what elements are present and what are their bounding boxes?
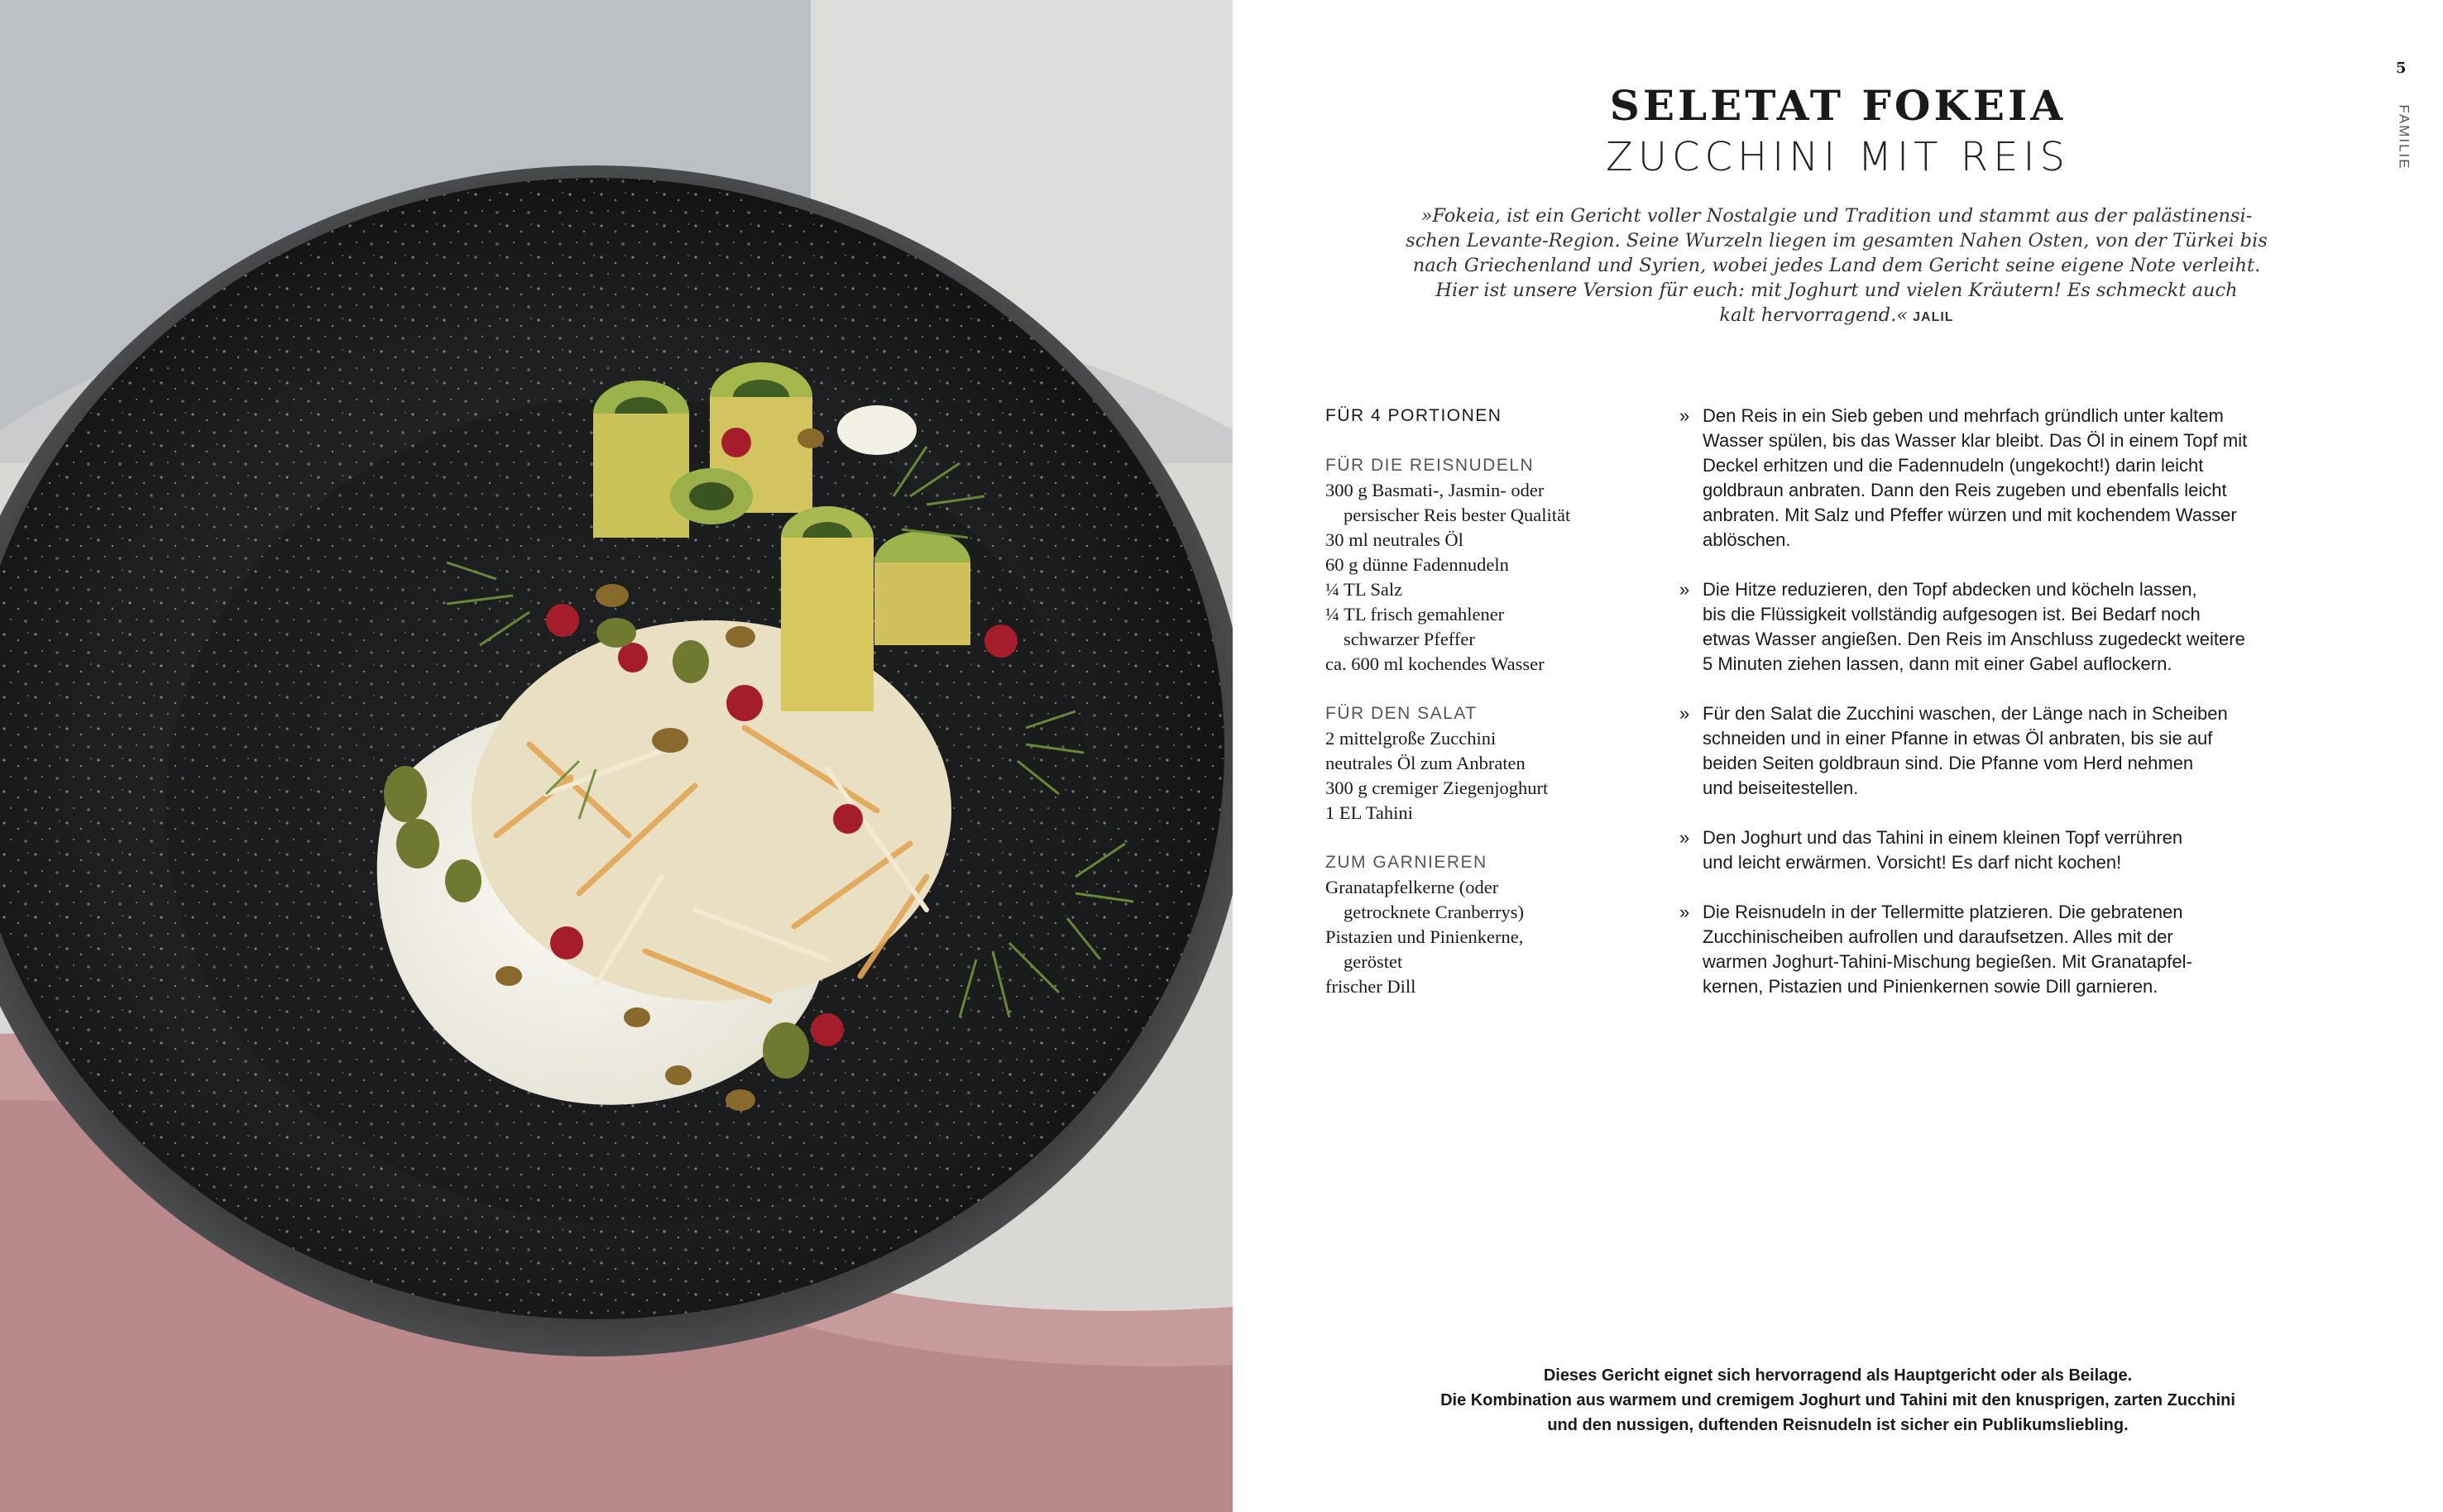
step-bullet: »: [1679, 579, 1690, 600]
step-line: Für den Salat die Zucchini waschen, der Länge nach in Scheiben: [1703, 703, 2228, 724]
footer-note: [1233, 1363, 2443, 1438]
section-label: FAMILIE: [2396, 104, 2412, 170]
step-line: Die Hitze reduzieren, den Topf abdecken und köcheln lassen,: [1703, 579, 2197, 600]
step-line: kernen, Pistazien und Pinienkernen sowie Dill garnieren.: [1703, 976, 2158, 997]
ingredient-text: 60 g dünne Fadennudeln: [1325, 554, 1509, 575]
ingredient-group: [1325, 726, 1673, 825]
ingredient-item: [1325, 751, 1673, 776]
instruction-step: [1679, 825, 2316, 875]
ingredient-group: [1325, 478, 1673, 677]
step-line: und leicht erwärmen. Vorsicht! Es darf nicht kochen!: [1703, 852, 2122, 873]
instruction-step: [1679, 701, 2316, 801]
footer-line: Dieses Gericht eignet sich hervorragend als Hauptgericht oder als Beilage.: [1543, 1366, 2133, 1385]
step-line: etwas Wasser angießen. Den Reis im Anschluss zugedeckt weitere: [1703, 629, 2245, 649]
ingredient-text: 30 ml neutrales Öl: [1325, 529, 1463, 550]
quote-line: »Fokeia, ist ein Gericht voller Nostalgie und Tradition und stammt aus der palästinensi-: [1420, 205, 2253, 227]
ingredient-text: frischer Dill: [1325, 976, 1416, 997]
ingredient-text: 2 mittelgroße Zucchini: [1325, 728, 1497, 749]
quote-line: schen Levante-Region. Seine Wurzeln liegen im gesamten Nahen Osten, von der Türkei bis: [1406, 230, 2268, 251]
footer-line: und den nussigen, duftenden Reisnudeln ist sicher ein Publikumsliebling.: [1547, 1416, 2129, 1434]
step-line: Die Reisnudeln in der Tellermitte platzieren. Die gebratenen: [1703, 902, 2183, 922]
ingredient-item: [1325, 602, 1673, 652]
ingredient-text-cont: getrocknete Cranberrys): [1344, 902, 1525, 922]
step-line: Wasser spülen, bis das Wasser klar bleibt. Das Öl in einem Topf mit: [1703, 430, 2248, 451]
instruction-step: [1679, 900, 2316, 999]
ingredient-group: [1325, 875, 1673, 999]
ingredient-item: [1325, 801, 1673, 825]
quote-line: Hier ist unsere Version für euch: mit Joghurt und vielen Kräutern! Es schmeckt auch: [1435, 280, 2238, 301]
ingredient-text: ¼ TL frisch gemahlener: [1325, 604, 1505, 624]
ingredient-text: 300 g cremiger Ziegenjoghurt: [1325, 778, 1549, 798]
ingredient-item: [1325, 478, 1673, 528]
instruction-step: [1679, 404, 2316, 553]
step-line: ablöschen.: [1703, 529, 1791, 550]
step-line: schneiden und in einer Pfanne in etwas Öl anbraten, bis sie auf: [1703, 728, 2213, 749]
ingredient-text: ca. 600 ml kochendes Wasser: [1325, 653, 1545, 674]
ingredient-item: [1325, 875, 1673, 925]
quote-line-last: [1382, 303, 2292, 330]
page-number: 5: [2396, 60, 2407, 77]
step-line: beiden Seiten goldbraun sind. Die Pfanne vom Herd nehmen: [1703, 753, 2194, 773]
ingredient-item: [1325, 974, 1673, 999]
step-line: bis die Flüssigkeit vollständig aufgesogen ist. Bei Bedarf noch: [1703, 604, 2201, 624]
ingredient-heading: ZUM GARNIEREN: [1325, 853, 1487, 872]
ingredient-text: ¼ TL Salz: [1325, 579, 1403, 600]
ingredient-text-cont: geröstet: [1344, 951, 1403, 972]
recipe-quote: [1382, 203, 2292, 330]
ingredient-item: [1325, 652, 1673, 677]
ingredient-item: [1325, 726, 1673, 751]
ingredient-text: 1 EL Tahini: [1325, 802, 1413, 823]
recipe-subtitle: ZUCCHINI MIT REIS: [1605, 134, 2071, 180]
ingredient-heading: FÜR DIE REISNUDELN: [1325, 456, 1535, 475]
quote-author: JALIL: [1913, 310, 1954, 324]
ingredient-item: [1325, 528, 1673, 553]
quote-line: kalt hervorragend.«: [1719, 304, 1909, 326]
step-line: Den Joghurt und das Tahini in einem kleinen Topf verrühren: [1703, 827, 2183, 848]
ingredient-text: Pistazien und Pinienkerne,: [1325, 926, 1524, 947]
ingredient-heading: FÜR DEN SALAT: [1325, 704, 1478, 723]
ingredient-text: neutrales Öl zum Anbraten: [1325, 753, 1526, 773]
ingredient-text: 300 g Basmati-, Jasmin- oder: [1325, 480, 1545, 500]
step-bullet: »: [1679, 703, 1690, 724]
ingredient-item: [1325, 553, 1673, 577]
instruction-step: [1679, 577, 2316, 677]
quote-line: nach Griechenland und Syrien, wobei jedes Land dem Gericht seine eigene Note verleiht.: [1412, 255, 2261, 276]
recipe-title: SELETAT FOKEIA: [1609, 81, 2067, 130]
portions: FÜR 4 PORTIONEN: [1325, 406, 1502, 425]
step-bullet: »: [1679, 902, 1690, 922]
ingredient-text: Granatapfelkerne (oder: [1325, 877, 1499, 897]
ingredient-text-cont: schwarzer Pfeffer: [1344, 629, 1475, 649]
step-line: warmen Joghurt-Tahini-Mischung begießen. Mit Granatapfel-: [1703, 951, 2192, 972]
ingredient-list: [1325, 404, 1673, 999]
instruction-steps: [1679, 404, 2316, 1024]
footer-line: Die Kombination aus warmem und cremigem Joghurt und Tahini mit den knusprigen, zarten Zucchini: [1440, 1391, 2235, 1409]
step-line: goldbraun anbraten. Dann den Reis zugeben und ebenfalls leicht: [1703, 480, 2227, 500]
step-line: und beiseitestellen.: [1703, 778, 1859, 798]
step-bullet: »: [1679, 827, 1690, 848]
ingredient-item: [1325, 776, 1673, 801]
ingredient-item: [1325, 925, 1673, 974]
recipe-page: [1233, 0, 2443, 1512]
step-line: Zucchinischeiben aufrollen und daraufsetzen. Alles mit der: [1703, 926, 2173, 947]
ingredient-text-cont: persischer Reis bester Qualität: [1344, 505, 1571, 525]
ingredient-item: [1325, 577, 1673, 602]
step-line: Den Reis in ein Sieb geben und mehrfach gründlich unter kaltem: [1703, 405, 2224, 426]
step-line: anbraten. Mit Salz und Pfeffer würzen und mit kochendem Wasser: [1703, 505, 2237, 525]
step-line: Deckel erhitzen und die Fadennudeln (ungekocht!) darin leicht: [1703, 455, 2204, 476]
step-bullet: »: [1679, 405, 1690, 426]
step-line: 5 Minuten ziehen lassen, dann mit einer Gabel auflockern.: [1703, 653, 2172, 674]
